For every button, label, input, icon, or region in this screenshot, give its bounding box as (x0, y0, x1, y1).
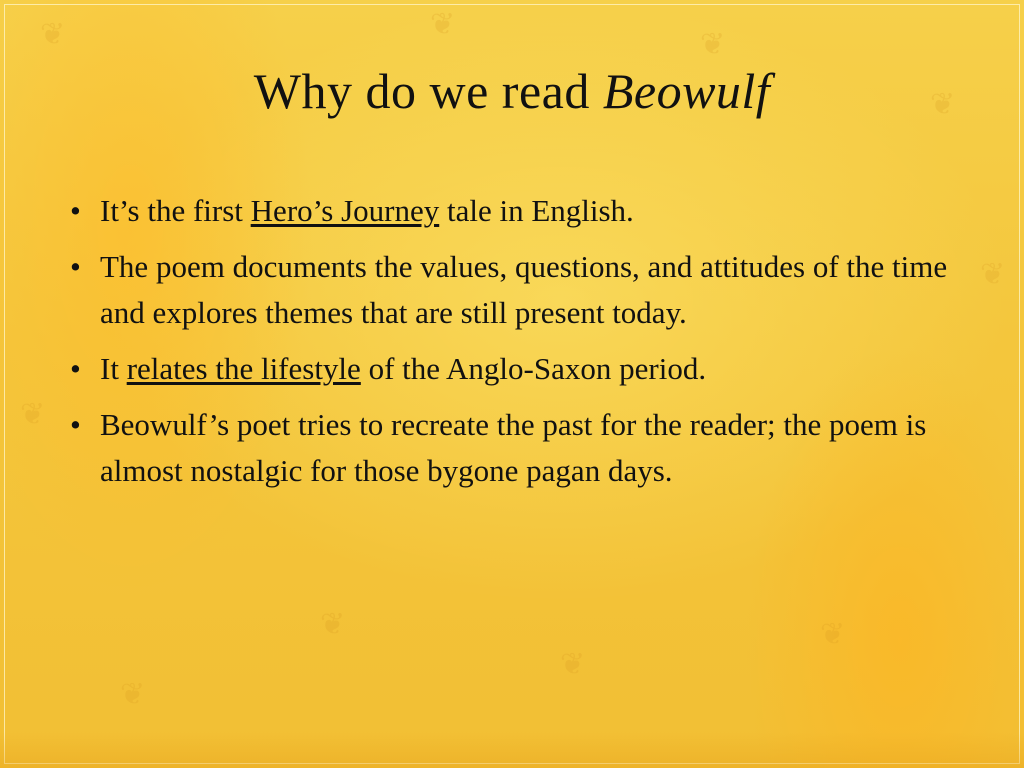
heros-journey-link[interactable]: Hero’s Journey (250, 193, 440, 228)
paisley-ornament-icon: ❦ (700, 27, 726, 62)
bullet-text: It’s the first (100, 193, 251, 228)
bullet-text: tale in English. (439, 193, 634, 228)
bullet-text: Beowulf’s poet tries to recreate the past for the reader; the poem is almost nostalgic for those bygone pagan days. (100, 407, 927, 488)
bullet-marker: • (70, 407, 81, 442)
bullet-text: of the Anglo-Saxon period. (360, 351, 707, 386)
bullet-item-poet (70, 402, 970, 494)
bullet-item-heros-journey (70, 188, 970, 234)
paisley-ornament-icon: ❦ (40, 17, 66, 52)
bullet-text: The poem documents the values, questions, and attitudes of the time and explores themes that are still present today. (100, 249, 948, 330)
bullet-marker: • (70, 351, 81, 386)
title-italic-beowulf: Beowulf (602, 63, 771, 119)
bottom-decorative-band (0, 732, 1024, 768)
paisley-ornament-icon: ❦ (430, 7, 456, 42)
bullet-item-lifestyle (70, 346, 970, 392)
title-prefix: Why do we read (253, 63, 603, 119)
paisley-ornament-icon: ❦ (820, 617, 846, 652)
paisley-ornament-icon: ❦ (320, 607, 346, 642)
bullet-text: It (100, 351, 127, 386)
paisley-ornament-icon: ❦ (980, 257, 1006, 292)
bullet-marker: • (70, 193, 81, 228)
paisley-ornament-icon: ❦ (120, 677, 146, 712)
bullet-list (70, 188, 970, 504)
paisley-ornament-icon: ❦ (20, 397, 46, 432)
slide-title (0, 62, 1024, 120)
paisley-ornament-icon: ❦ (560, 647, 586, 682)
paisley-ornament-icon: ❦ (930, 87, 956, 122)
bullet-marker: • (70, 249, 81, 284)
relates-the-lifestyle-link[interactable]: relates the lifestyle (126, 351, 361, 386)
bullet-item-values (70, 244, 970, 336)
